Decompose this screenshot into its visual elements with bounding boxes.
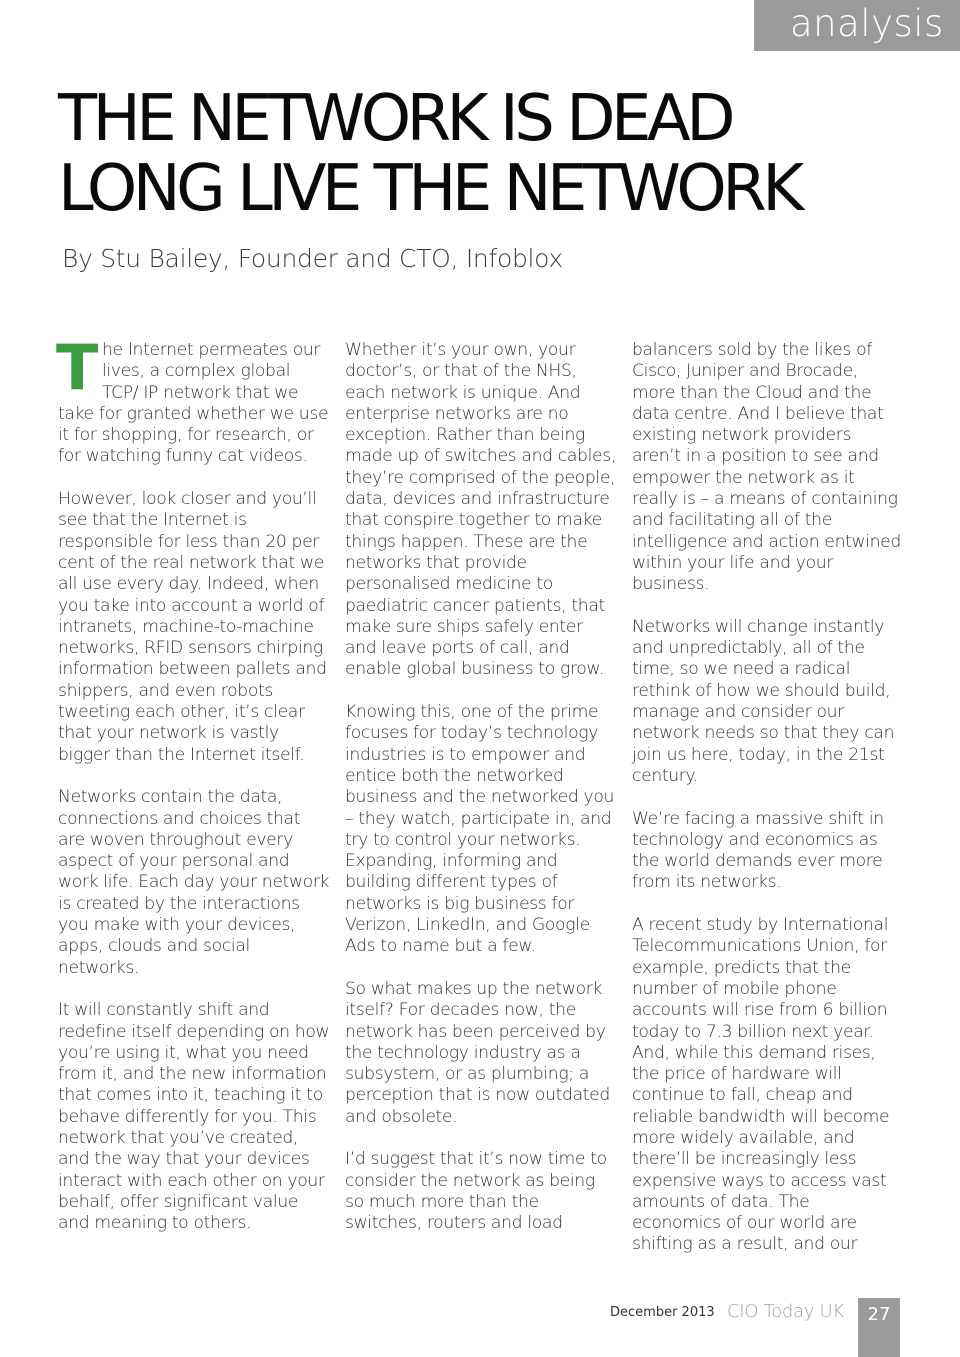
- article-column-1: [56, 331, 330, 1256]
- paragraph: [56, 331, 330, 468]
- magazine-name: CIO Today UK: [727, 1301, 844, 1322]
- section-label: analysis: [754, 0, 960, 51]
- paragraph: I’d suggest that it’s now time to consider the network as being so much more than the switches, routers and load: [345, 1149, 607, 1234]
- paragraph: Networks contain the data, connections and choices that are woven throughout every aspect of your personal and work life. Each day your network is created by the interactions you make with your devices, apps, clouds and social networks.: [58, 787, 330, 978]
- paragraph: A recent study by International Telecommunications Union, for example, predicts that the number of mobile phone accounts will rise from 6 billion today to 7.3 billion next year. And, while this demand rises, the price of hardware will continue to fall, cheap and reliable bandwidth will become more widely available, and there’ll be increasingly less expensive ways to access vast amounts of data. The economics of our world are shifting as a result, and our: [632, 915, 890, 1255]
- byline: By Stu Bailey, Founder and CTO, Infoblox: [62, 244, 563, 273]
- paragraph: balancers sold by the likes of Cisco, Juniper and Brocade, more than the Cloud and the data centre. And I believe that existing network providers aren’t in a position to see and empower the network as it really is – a means of containing and facilitating all of the intelligence and action entwined within your life and your business.: [632, 340, 901, 595]
- paragraph: We’re facing a massive shift in technology and economics as the world demands ever more from its networks.: [632, 808, 884, 893]
- article-headline: [58, 84, 938, 224]
- article-column-2: [345, 340, 617, 1256]
- headline-line-2: LONG LIVE THE NETWORK: [58, 152, 800, 226]
- issue-date: December 2013: [610, 1305, 715, 1320]
- paragraph: Knowing this, one of the prime focuses for today’s technology industries is to empower and entice both the networked business and the networked you – they watch, participate in, and try to control your networks. Expanding, informing and building different types of networks is big business for Verizon, LinkedIn, and Google Ads to name but a few.: [345, 702, 615, 957]
- paragraph: So what makes up the network itself? For decades now, the network has been perceived by the technology industry as a subsystem, or as plumbing; a perception that is now outdated and obsolete.: [345, 978, 610, 1127]
- paragraph: Networks will change instantly and unpredictably, all of the time, so we need a radical rethink of how we should build, manage and consider our network needs so that they can join us here, today, in the 21st century.: [632, 616, 895, 786]
- paragraph: Whether it’s your own, your doctor’s, or that of the NHS, each network is unique. And enterprise networks are no exception. Rather than being made up of switches and cables, they’re comprised of the people, data, devices and infrastructure that conspire together to make things happen. These are the networks that provide personalised medicine to paediatric cancer patients, that make sure ships safely enter and leave ports of call, and enable global business to grow.: [345, 340, 616, 680]
- paragraph: It will constantly shift and redefine itself depending on how you’re using it, what you need from it, and the new information that comes into it, teaching it to behave differently for you. This network that you’ve created, and the way that your devices interact with each other on your behalf, offer significant value and meaning to others.: [58, 1000, 330, 1234]
- headline-line-1: THE NETWORK IS DEAD: [58, 82, 731, 156]
- paragraph-text: he Internet permeates our lives, a complex global TCP/ IP network that we take for granted whether we use it for shopping, for research, or for watching funny cat videos.: [58, 340, 329, 467]
- drop-cap: T: [56, 331, 98, 404]
- page-number: 27: [858, 1298, 900, 1357]
- paragraph: However, look closer and you’ll see that the Internet is responsible for less than 20 per cent of the real network that we all use every day. Indeed, when you take into account a world of intranets, machine-to-machine networks, RFID sensors chirping information between pallets and shippers, and even robots tweeting each other, it’s clear that your network is vastly bigger than the Internet itself.: [58, 489, 327, 765]
- article-column-3: [632, 340, 902, 1277]
